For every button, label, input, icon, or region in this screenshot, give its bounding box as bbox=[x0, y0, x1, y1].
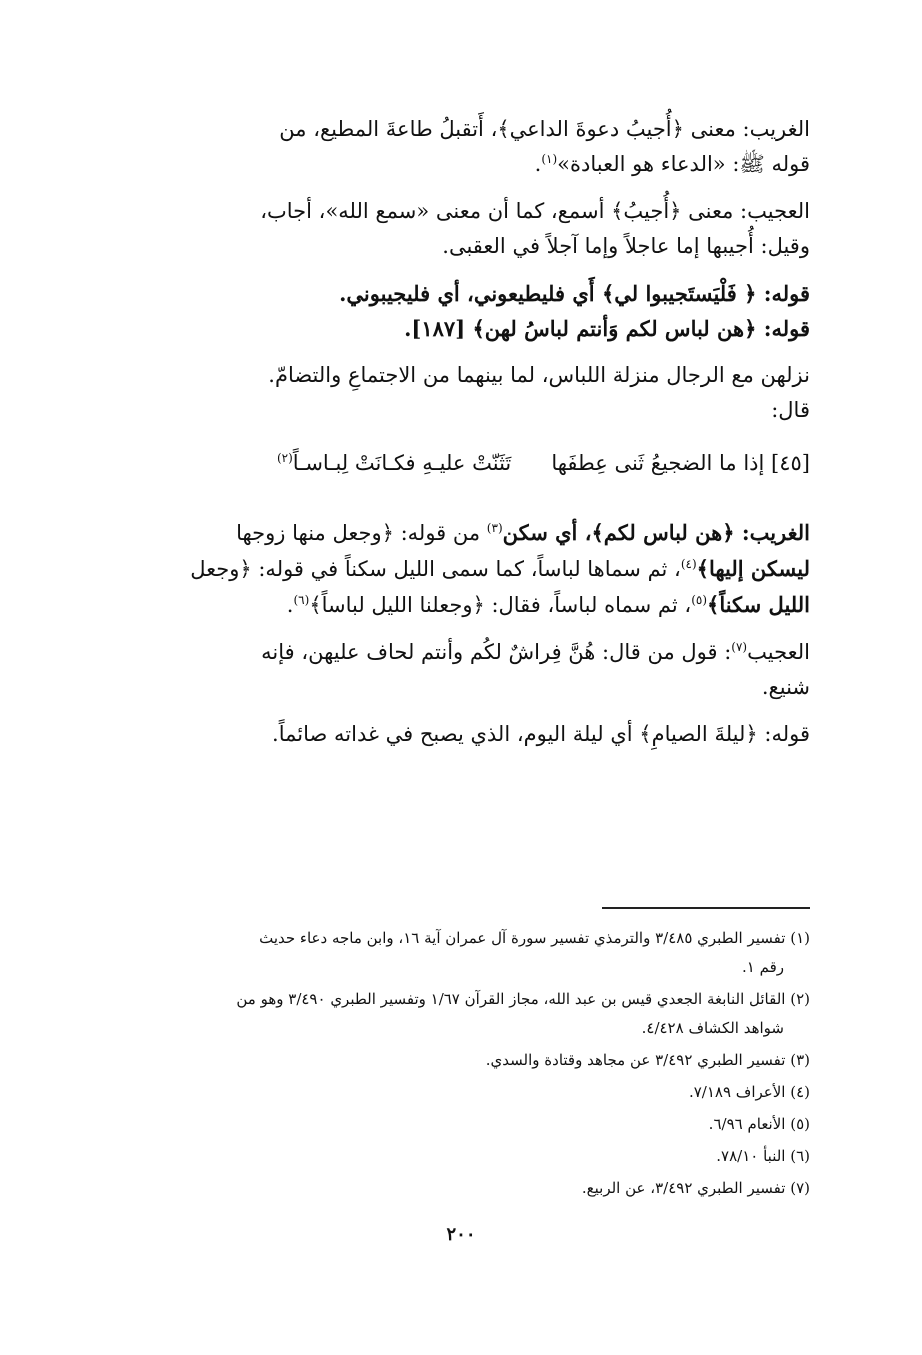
footnote-continuation: رقم ١. bbox=[741, 958, 784, 976]
footnote-5 bbox=[110, 1110, 810, 1139]
footnote-text: (٣) تفسير الطبري ٣/٤٩٢ عن مجاهد وقتادة والسدي. bbox=[485, 1051, 810, 1069]
verse-first-hemistich: إذا ما الضجيعُ ثَنى عِطفَها bbox=[551, 451, 765, 475]
text-line bbox=[110, 635, 810, 670]
paragraph-laylat-siyam bbox=[110, 717, 810, 752]
text-span: : قول من قال: هُنَّ فِراشٌ لكُم وأنتم لحاف عليهن، فإنه bbox=[261, 640, 732, 664]
text-line: قوله: ﴿ليلةَ الصيامِ﴾ أي ليلة اليوم، الذي يصبح في غداته صائماً. bbox=[272, 722, 810, 746]
footnote-1 bbox=[110, 924, 810, 982]
paragraph-gharib-2 bbox=[110, 515, 810, 623]
page-number: ٢٠٠ bbox=[446, 1224, 476, 1245]
text-line: العجيب: معنى ﴿أُجيبُ﴾ أسمع، كما أن معنى «سمع الله»، أجاب، bbox=[260, 199, 810, 223]
footnote-continuation: شواهد الكشاف ٤/٤٢٨. bbox=[641, 1019, 784, 1037]
footnote-text: (١) تفسير الطبري ٣/٤٨٥ والترمذي تفسير سورة آل عمران آية ١٦، وابن ماجه دعاء حديث bbox=[259, 929, 810, 947]
footnote-ref: (١) bbox=[541, 152, 558, 166]
paragraph-ajib-1 bbox=[110, 194, 810, 264]
footnote-text: (٢) القائل النابغة الجعدي قيس بن عبد الله، مجاز القرآن ١/٦٧ وتفسير الطبري ٣/٤٩٠ وهو من bbox=[236, 990, 810, 1008]
text-line: شنيع. bbox=[761, 675, 810, 699]
footnotes bbox=[110, 924, 810, 1206]
footnote-4 bbox=[110, 1078, 810, 1107]
paragraph-qawluhu bbox=[110, 276, 810, 346]
footnote-ref: (٧) bbox=[731, 640, 748, 654]
text-span: ، ثم سماه لباساً، فقال: ﴿وجعلنا الليل لباساً﴾ bbox=[309, 593, 692, 617]
text-line: قال: bbox=[771, 398, 810, 422]
main-text bbox=[110, 112, 810, 764]
text-span: قوله ﷺ: «الدعاء هو العبادة» bbox=[557, 152, 810, 176]
footnote-text: (٧) تفسير الطبري ٣/٤٩٢، عن الربيع. bbox=[581, 1179, 810, 1197]
verse-second-hemistich: تَثَنّتْ عليـهِ فكـانَتْ لِبـاسـاً bbox=[292, 451, 512, 475]
footnote-separator bbox=[602, 907, 810, 909]
paragraph-ajib-2 bbox=[110, 635, 810, 705]
footnote-3 bbox=[110, 1046, 810, 1075]
footnote-text: (٤) الأعراف ٧/١٨٩. bbox=[688, 1083, 810, 1101]
footnote-ref: (٣) bbox=[486, 521, 503, 535]
footnote-ref: (٦) bbox=[293, 593, 310, 607]
text-span: ليسكن إليها﴾ bbox=[696, 556, 810, 581]
text-line: نزلهن مع الرجال منزلة اللباس، لما بينهما من الاجتماعِ والتضامّ. bbox=[268, 363, 810, 387]
text-span: ، ثم سماها لباساً، كما سمى الليل سكناً في قوله: ﴿وجعل bbox=[190, 557, 681, 581]
footnote-6 bbox=[110, 1142, 810, 1171]
footnote-ref: (٤) bbox=[680, 557, 697, 571]
footnote-ref: (٢) bbox=[276, 451, 293, 465]
text-line bbox=[110, 515, 810, 551]
poetry-verse bbox=[110, 446, 810, 481]
text-line: وقيل: أُجيبها إما عاجلاً وإما آجلاً في العقبى. bbox=[442, 234, 810, 258]
text-line: قوله ﷺ: «الدعاء هو العبادة»$^{(١)}$. bbox=[534, 152, 810, 176]
footnote-7 bbox=[110, 1174, 810, 1203]
text-line bbox=[110, 551, 810, 587]
text-span: العجيب bbox=[747, 640, 810, 664]
footnote-text: (٦) النبأ ٧٨/١٠. bbox=[716, 1147, 810, 1165]
text-line: قوله: ﴿ فَلْيَستَجيبوا لي﴾ أَي فليطيعوني، أي فليجيبوني. bbox=[339, 281, 810, 306]
footnote-2 bbox=[110, 985, 810, 1043]
text-line: الليل سكناً﴾$^{(٥)}$، ثم سماه لباساً، فقال: ﴿وجعلنا الليل لباساً﴾$^{(٦)}$. bbox=[286, 592, 810, 617]
paragraph-libas bbox=[110, 358, 810, 428]
text-span: الليل سكناً﴾ bbox=[707, 592, 810, 617]
verse-number: [٤٥] bbox=[771, 451, 810, 475]
footnote-ref: (٥) bbox=[691, 593, 708, 607]
footnote-text: (٥) الأنعام ٦/٩٦. bbox=[708, 1115, 810, 1133]
text-line: الغريب: معنى ﴿أُجيبُ دعوةَ الداعي﴾، أَتقبلُ طاعةَ المطيع، من bbox=[279, 117, 810, 141]
text-line: قوله: ﴿هن لباس لكم وَأنتم لباسُ لهن﴾ [١٨٧]. bbox=[404, 316, 810, 341]
text-span: من قوله: ﴿وجعل منها زوجها bbox=[236, 521, 487, 545]
text-span: الغريب: ﴿هن لباس لكم﴾، أي سكن bbox=[502, 520, 810, 545]
paragraph-gharib-1 bbox=[110, 112, 810, 182]
